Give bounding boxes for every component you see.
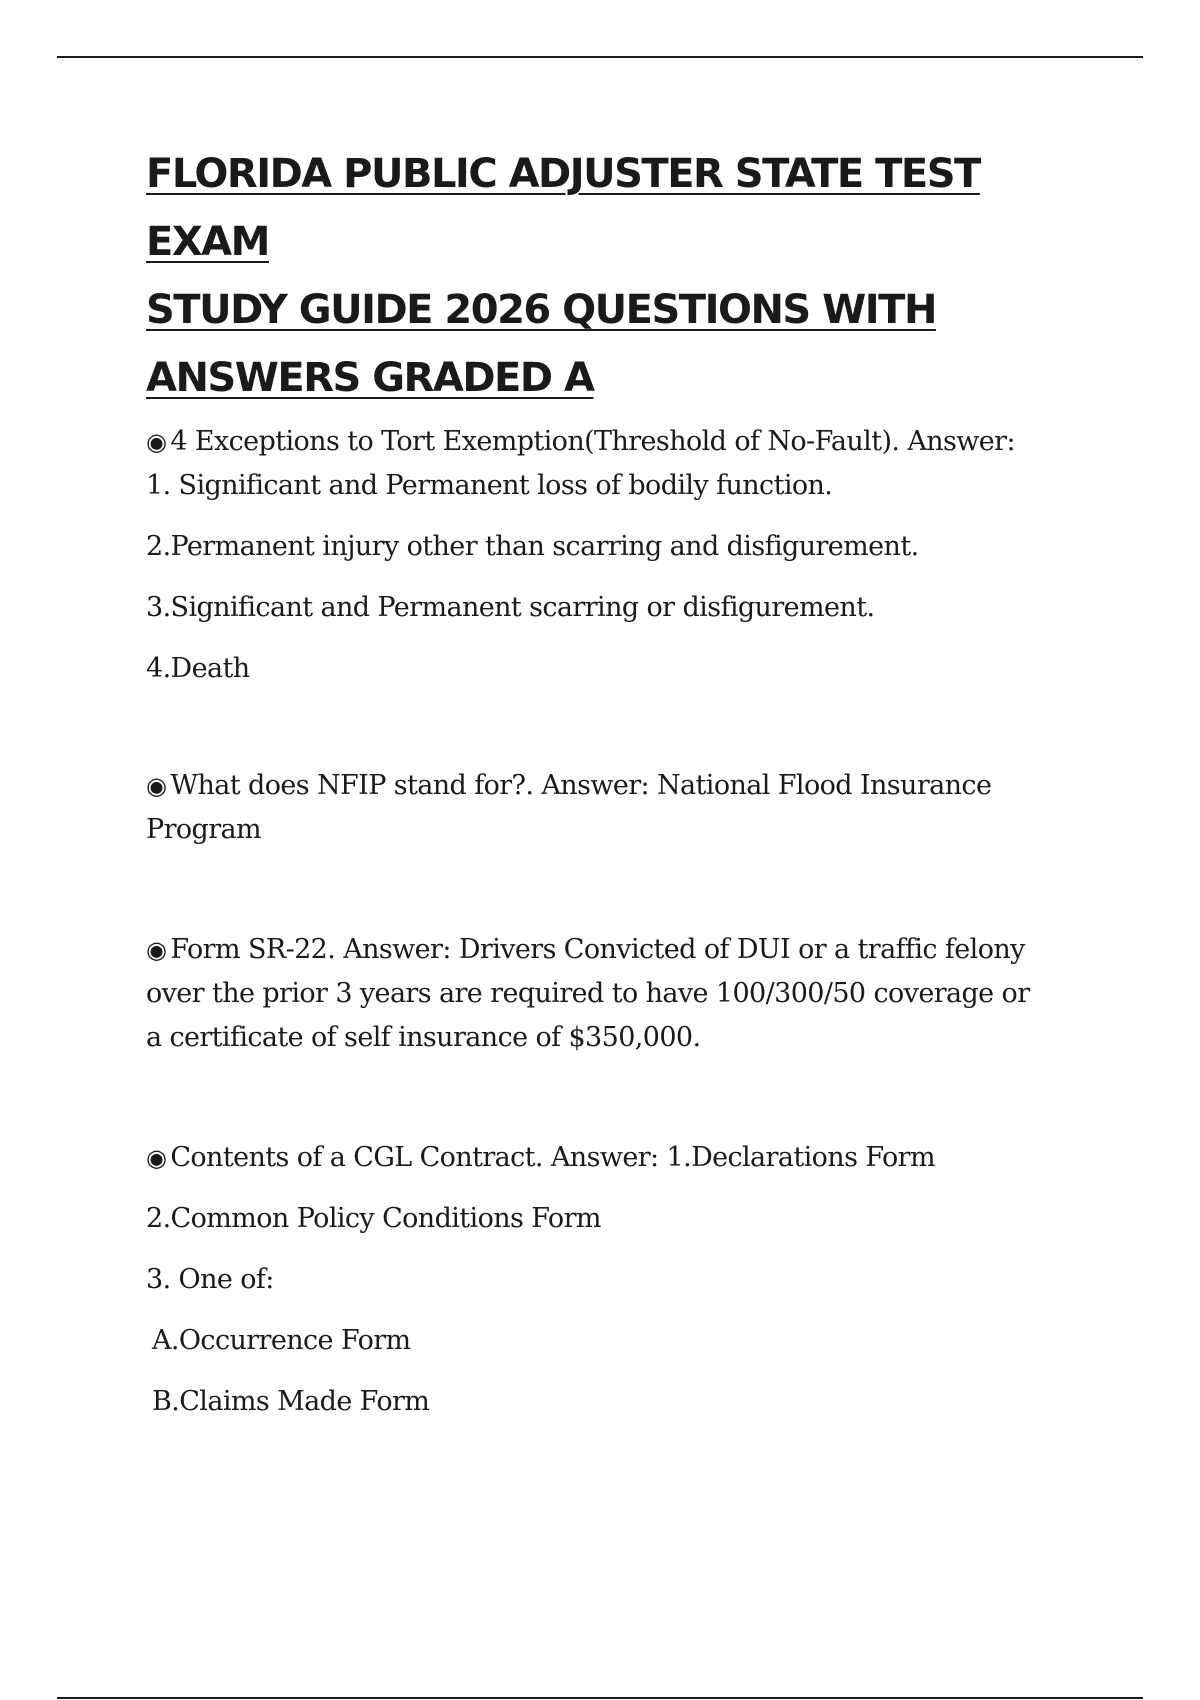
answer-item: 2.Permanent injury other than scarring and disfigurement. — [146, 531, 919, 562]
question-text-line: ◉ Form SR-22. Answer: Drivers Convicted of DUI or a traffic felony — [146, 934, 1025, 965]
title-line: ANSWERS GRADED A — [146, 355, 594, 401]
top-rule — [57, 56, 1143, 58]
title-line: FLORIDA PUBLIC ADJUSTER STATE TEST EXAM — [146, 151, 980, 265]
question-text-line: a certificate of self insurance of $350,000. — [146, 1022, 701, 1053]
question-text-line: ◉ Contents of a CGL Contract. Answer: 1.Declarations Form — [146, 1142, 935, 1173]
answer-item: 4.Death — [146, 653, 250, 684]
answer-item: B.Claims Made Form — [152, 1386, 430, 1417]
question-text-line: 1. Significant and Permanent loss of bodily function. — [146, 470, 833, 501]
question-block — [146, 928, 1086, 1060]
question-block — [146, 420, 1086, 691]
radio-bullet-icon: ◉ — [146, 1144, 167, 1172]
title-line: STUDY GUIDE 2026 QUESTIONS WITH — [146, 287, 936, 333]
question-text-line: over the prior 3 years are required to have 100/300/50 coverage or — [146, 978, 1030, 1009]
answer-item: 2.Common Policy Conditions Form — [146, 1203, 601, 1234]
radio-bullet-icon: ◉ — [146, 428, 167, 456]
radio-bullet-icon: ◉ — [146, 772, 167, 800]
question-text-line: Program — [146, 814, 262, 845]
answer-item: 3.Significant and Permanent scarring or disfigurement. — [146, 592, 875, 623]
answer-item: A.Occurrence Form — [152, 1325, 411, 1356]
radio-bullet-icon: ◉ — [146, 936, 167, 964]
answer-item: 3. One of: — [146, 1264, 274, 1295]
question-block — [146, 1136, 1086, 1424]
question-block — [146, 764, 1086, 852]
document-title — [146, 140, 1106, 412]
question-text-line: ◉ What does NFIP stand for?. Answer: National Flood Insurance — [146, 770, 992, 801]
question-text-line: ◉ 4 Exceptions to Tort Exemption(Threshold of No-Fault). Answer: — [146, 426, 1015, 457]
bottom-rule — [57, 1697, 1143, 1699]
